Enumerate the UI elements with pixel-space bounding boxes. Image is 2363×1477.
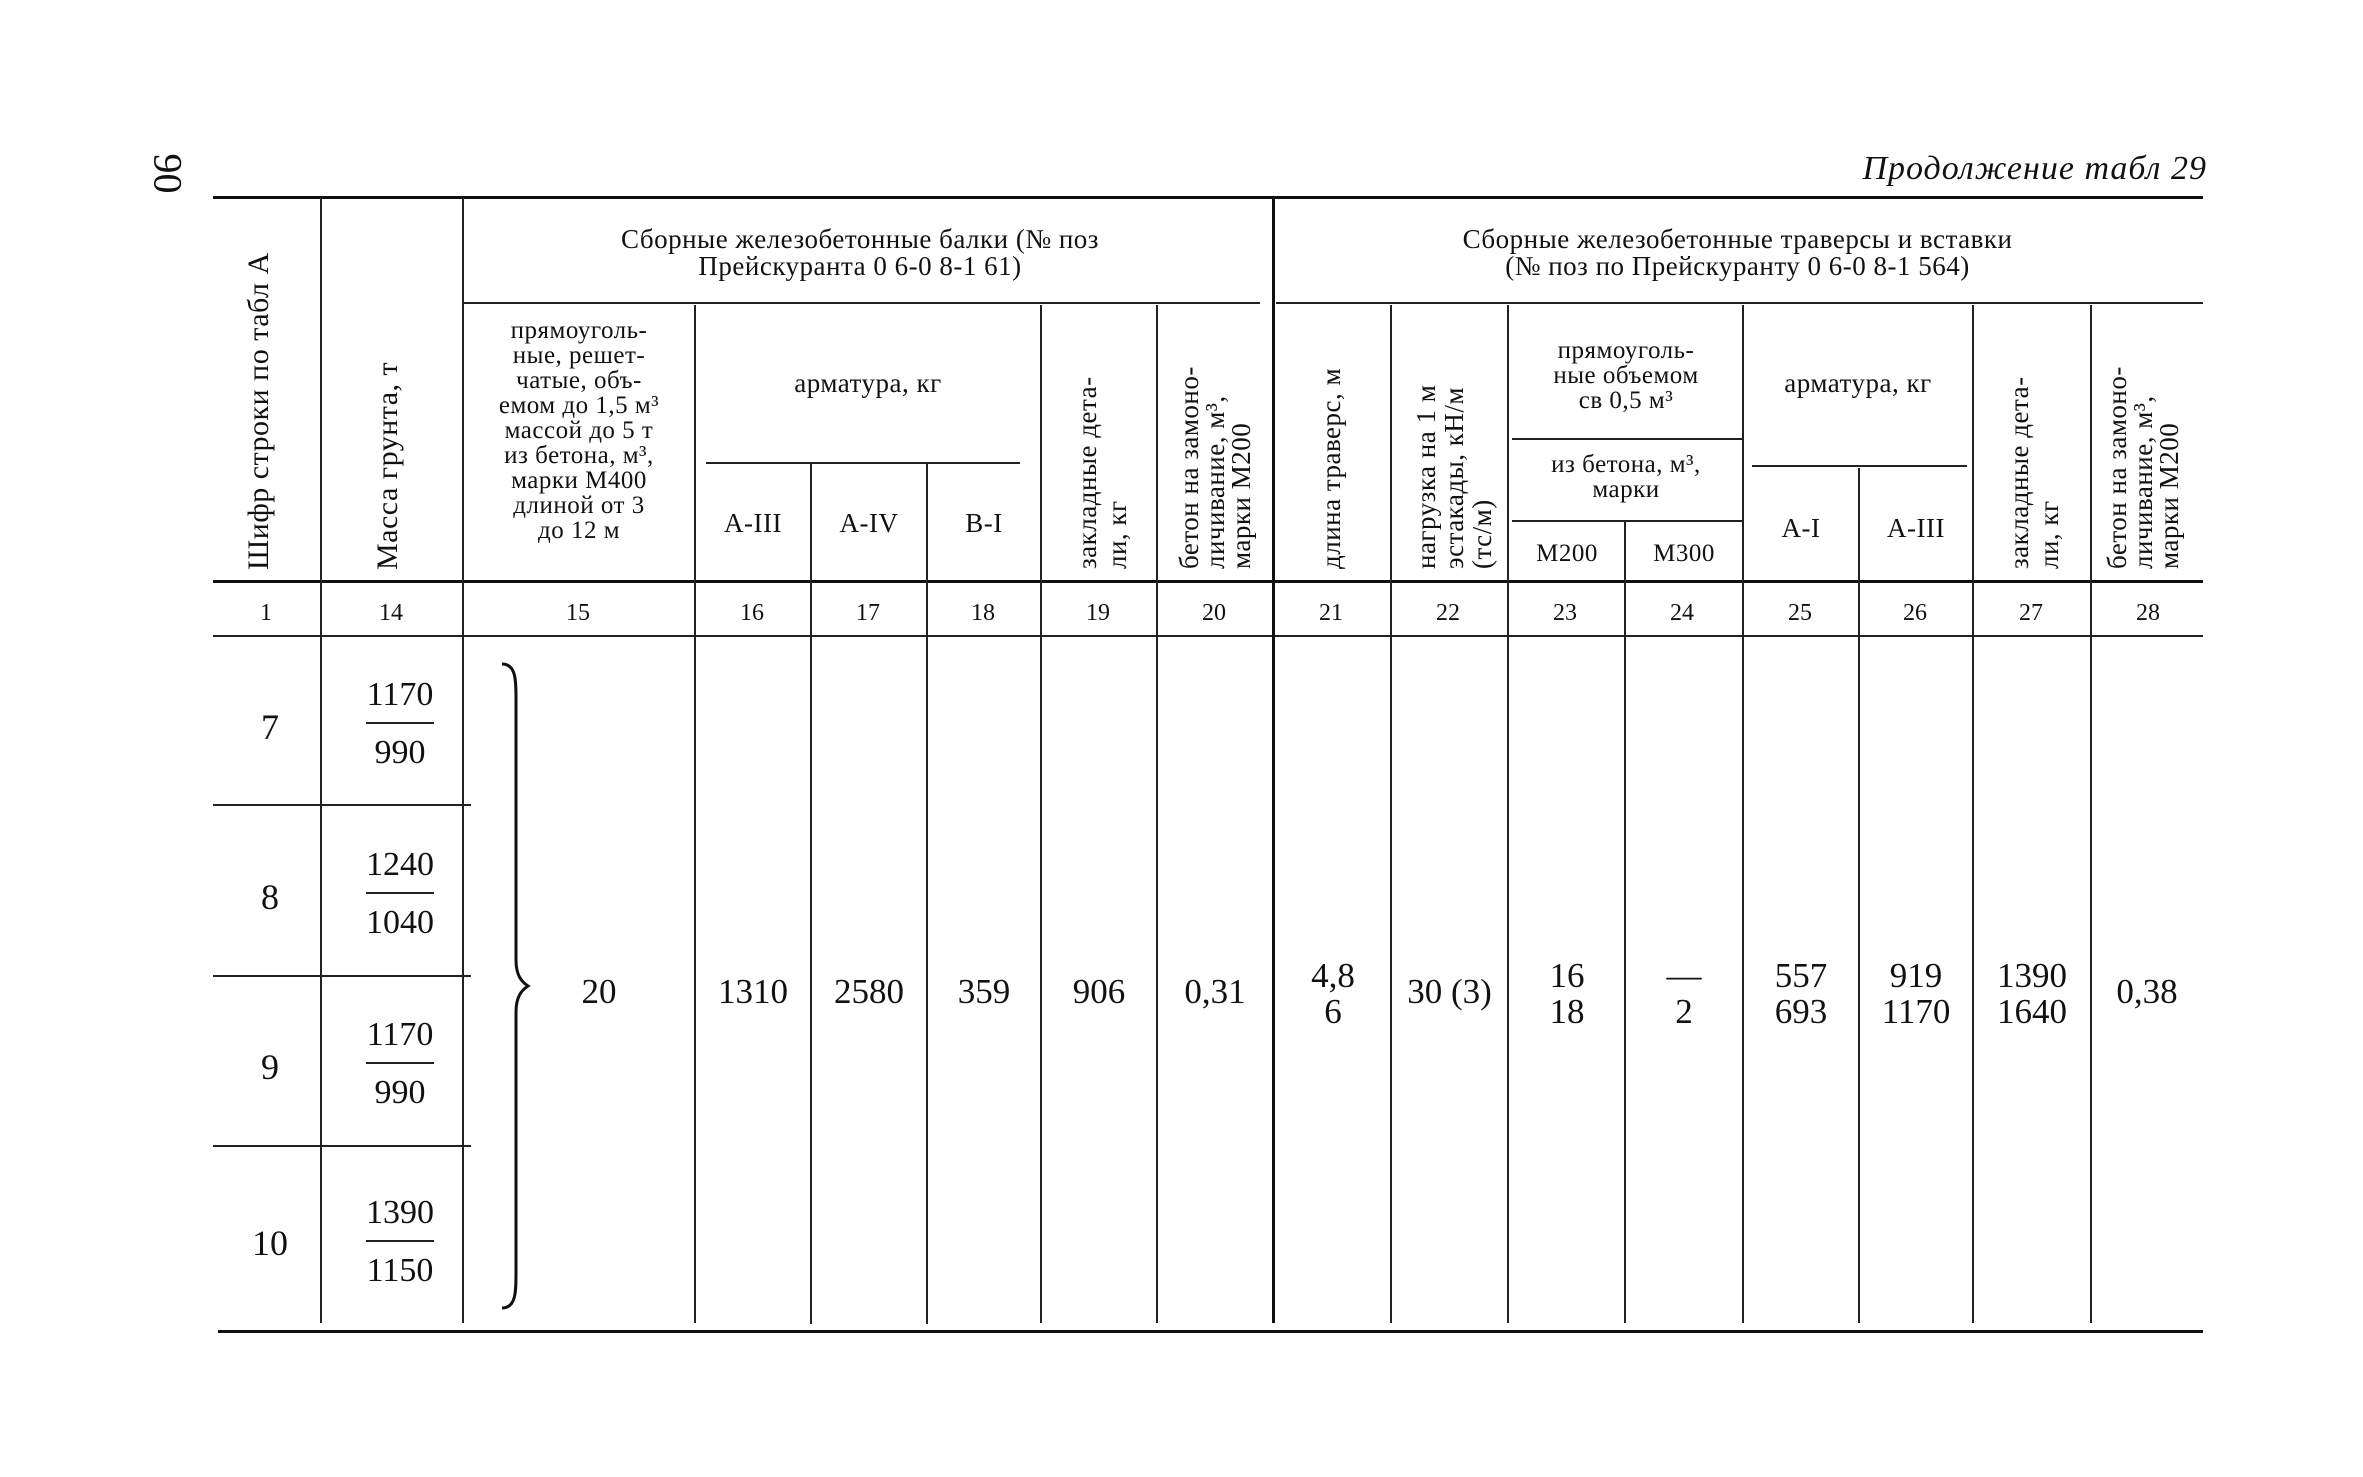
value-c18: 359 [957, 972, 1011, 1011]
vline-8 [1272, 198, 1275, 1323]
colnum-17: 17 [856, 600, 880, 626]
vline-7 [1156, 305, 1158, 1323]
colnum-18: 18 [971, 600, 995, 626]
vline-3 [694, 305, 696, 1323]
vline-6 [1040, 305, 1042, 1323]
row-rule-1 [213, 804, 471, 806]
header-row-code: Шифр строки по табл А [242, 252, 275, 570]
vline-4 [810, 462, 812, 1324]
header-a-iv: A-IV [839, 508, 899, 538]
value-c28: 0,38 [2116, 972, 2178, 1011]
vline-13 [1858, 468, 1860, 1323]
mass-lower: 990 [374, 1074, 426, 1111]
header-traverse-length: длина траверс, м [1316, 367, 1346, 569]
vline-10 [1507, 305, 1509, 1323]
row-rule-3 [213, 1145, 471, 1147]
table-bottom-rule [218, 1330, 2203, 1333]
mass-fraction [350, 676, 450, 772]
value-c25: 557 693 [1774, 956, 1828, 1031]
mass-lower: 1150 [366, 1252, 434, 1289]
header-a-iii-1: A-III [724, 508, 782, 538]
mass-lower: 1040 [366, 904, 434, 941]
header-m300: М300 [1653, 540, 1715, 567]
header-embedded-parts-2: закладные дета- ли, кг [2004, 376, 2064, 569]
rule-prism2 [1512, 520, 1744, 522]
header-embedded-parts-1: закладные дета- ли, кг [1072, 376, 1132, 569]
colnum-22: 22 [1436, 600, 1460, 626]
colnum-27: 27 [2019, 600, 2043, 626]
header-a-iii-2: A-III [1887, 513, 1945, 543]
rule-armature2 [1752, 465, 1967, 467]
vline-12 [1742, 305, 1744, 1323]
colnum-16: 16 [740, 600, 764, 626]
colnum-1: 1 [260, 600, 272, 626]
row-code-8: 8 [261, 877, 279, 917]
vline-9 [1390, 305, 1392, 1323]
mass-lower: 990 [374, 734, 426, 771]
value-c19: 906 [1072, 972, 1126, 1011]
page-number: 90 [145, 153, 191, 194]
mass-fraction [350, 1016, 450, 1112]
value-c27: 1390 1640 [1997, 956, 2067, 1031]
value-c20: 0,31 [1184, 972, 1246, 1011]
row-code-10: 10 [252, 1223, 288, 1263]
colnum-19: 19 [1086, 600, 1110, 626]
header-rect-beams: прямоуголь- ные, решет- чатые, объ- емом до 1,5 м³ массой до 5 т из бетона, м³, марки М400 длиной от 3 до 12 м [498, 317, 660, 544]
header-m200: М200 [1536, 540, 1598, 567]
rule-beams-group [462, 302, 1260, 304]
header-concrete-monolith-2: бетон на замоно- личивание, м³, марки М200 [2102, 366, 2184, 569]
brace-icon [494, 660, 534, 1312]
page-title: Продолжение табл 29 [1862, 150, 2207, 187]
header-bottom-rule [213, 580, 2203, 583]
colnum-14: 14 [379, 600, 403, 626]
rule-traverses-group [1276, 302, 2203, 304]
header-group-traverses: Сборные железобетонные траверсы и вставки (№ поз по Прейскуранту 0 6-0 8-1 564) [1462, 224, 2013, 281]
vline-2 [462, 198, 464, 1323]
mass-upper: 1170 [366, 676, 434, 713]
mass-upper: 1170 [366, 1016, 434, 1053]
vline-1 [320, 198, 322, 1323]
value-c21: 4,8 6 [1311, 956, 1355, 1031]
mass-fraction [350, 846, 450, 942]
colnum-24: 24 [1670, 600, 1694, 626]
value-c22: 30 (3) [1407, 972, 1492, 1011]
colnum-28: 28 [2136, 600, 2160, 626]
vline-15 [2090, 305, 2092, 1323]
row-code-7: 7 [261, 707, 279, 747]
value-c23: 16 18 [1549, 956, 1585, 1031]
rule-armature1 [706, 462, 1020, 464]
header-group-beams: Сборные железобетонные балки (№ поз Прейскуранта 0 6-0 8-1 61) [621, 224, 1099, 281]
vline-14 [1972, 305, 1974, 1323]
value-c17: 2580 [834, 972, 904, 1011]
value-c24: — 2 [1666, 956, 1702, 1031]
colnum-25: 25 [1788, 600, 1812, 626]
table-top-rule [213, 196, 2203, 199]
vline-11 [1624, 522, 1626, 1323]
mass-fraction [350, 1194, 450, 1290]
header-a-i: A-I [1781, 513, 1821, 543]
header-b-i: B-I [965, 508, 1003, 538]
value-c16: 1310 [718, 972, 788, 1011]
value-c15: 20 [581, 972, 617, 1011]
rule-prism1 [1512, 438, 1744, 440]
header-load: нагрузка на 1 м эстакады, кН/м (тс/м) [1411, 384, 1497, 569]
colnum-20: 20 [1202, 600, 1226, 626]
header-armature-1: арматура, кг [794, 368, 942, 398]
vline-5 [926, 462, 928, 1324]
colnum-26: 26 [1903, 600, 1927, 626]
row-code-9: 9 [261, 1047, 279, 1087]
mass-upper: 1390 [366, 1194, 434, 1231]
header-rect-volume: прямоуголь- ные объемом св 0,5 м³ [1553, 337, 1699, 414]
header-soil-mass: Масса грунта, т [371, 361, 404, 570]
colnum-21: 21 [1319, 600, 1343, 626]
header-concrete-monolith-1: бетон на замоно- личивание, м³, марки М200 [1174, 366, 1256, 569]
row-rule-2 [213, 975, 471, 977]
colnum-15: 15 [566, 600, 590, 626]
mass-upper: 1240 [366, 846, 434, 883]
header-concrete-grade: из бетона, м³, марки [1551, 451, 1701, 503]
value-c26: 919 1170 [1881, 956, 1951, 1031]
colnum-bottom-rule [213, 635, 2203, 637]
colnum-23: 23 [1553, 600, 1577, 626]
header-armature-2: арматура, кг [1784, 368, 1932, 398]
